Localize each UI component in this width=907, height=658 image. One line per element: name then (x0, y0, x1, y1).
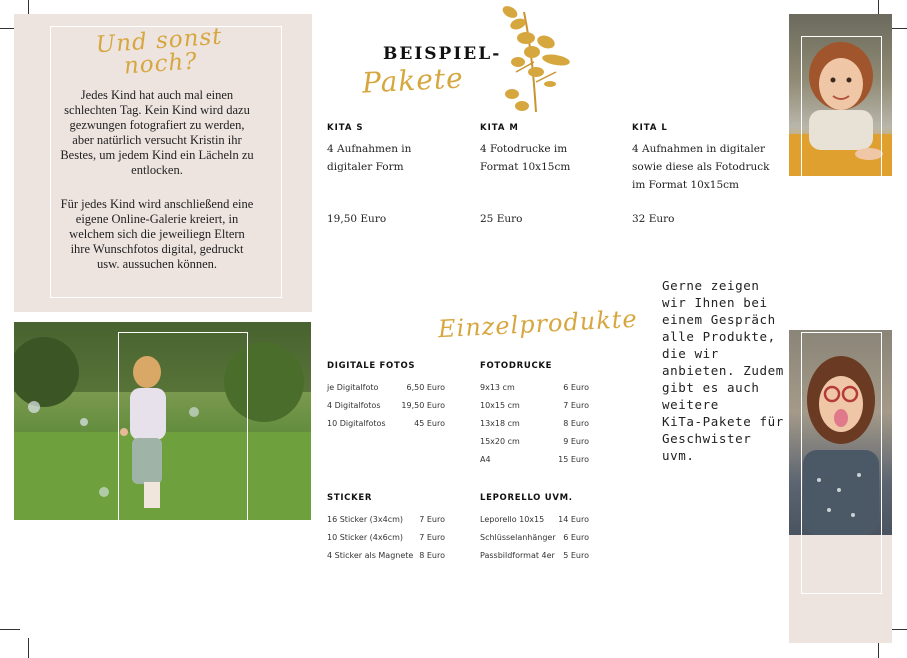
sticker-title: STICKER (327, 493, 373, 503)
row-item: A4 (480, 455, 491, 464)
photo-child-smiling (789, 14, 892, 176)
panel-paragraph-1: Jedes Kind hat auch mal einen schlechten Tag. Kein Kind wird dazu gezwungen fotografiert zu werden, aber natürlich versucht Kristin ihr Bestes, um jedem Kind ein Lächeln zu entlocken. (60, 88, 254, 177)
row-item: 9x13 cm (480, 383, 515, 392)
package-name: KITA L (632, 123, 668, 133)
crop-mark (28, 638, 29, 658)
price-row (480, 455, 589, 464)
package-price: 25 Euro (480, 213, 523, 225)
package-name: KITA M (480, 123, 519, 133)
row-price: 7 Euro (419, 533, 445, 542)
photo-frame (801, 332, 882, 594)
package-description: 4 Aufnahmen in digitaler Form (327, 143, 412, 173)
row-item: 10x15 cm (480, 401, 520, 410)
row-price: 15 Euro (558, 455, 589, 464)
price-row (480, 437, 589, 446)
digital-photos-title: DIGITALE FOTOS (327, 361, 416, 371)
row-item: 15x20 cm (480, 437, 520, 446)
package-description: 4 Aufnahmen in digitaler sowie diese als Fotodruck im Format 10x15cm (632, 143, 770, 191)
package-description: 4 Fotodrucke im Format 10x15cm (480, 143, 571, 173)
row-item: Passbildformat 4er (480, 551, 555, 560)
package-name: KITA S (327, 123, 364, 133)
price-row (327, 551, 445, 560)
row-item: 10 Sticker (4x6cm) (327, 533, 404, 542)
row-price: 6 Euro (563, 533, 589, 542)
packages-script-title: Pakete (361, 61, 465, 100)
row-price: 5 Euro (563, 551, 589, 560)
price-row (327, 533, 445, 542)
package-price: 19,50 Euro (327, 213, 387, 225)
price-row (480, 533, 589, 542)
price-row (480, 383, 589, 392)
photo-frame (118, 332, 248, 520)
crop-mark (0, 629, 20, 630)
panel-paragraph-2: Für jedes Kind wird anschließend eine eigene Online-Galerie kreiert, in welchem sich die jeweiliegn Eltern ihre Wunschfotos digital, gedruckt usw. aussuchen können. (60, 197, 254, 271)
row-item: 13x18 cm (480, 419, 520, 428)
row-item: Schlüsselanhänger (480, 533, 556, 542)
row-item: 16 Sticker (3x4cm) (327, 515, 404, 524)
row-price: 7 Euro (563, 401, 589, 410)
packages-title: BEISPIEL- (383, 44, 502, 64)
row-price: 9 Euro (563, 437, 589, 446)
row-price: 19,50 Euro (401, 401, 445, 410)
package-price: 32 Euro (632, 213, 675, 225)
row-price: 6 Euro (563, 383, 589, 392)
products-script-title: Einzelprodukte (437, 304, 639, 344)
leporello-title: LEPORELLO UVM. (480, 493, 573, 503)
side-note: Gerne zeigen wir Ihnen bei einem Gespräch alle Produkte, die wir anbieten. Zudem gibt es auch weitere KiTa-Pakete für Geschwister uvm. (662, 278, 784, 463)
price-row (480, 401, 589, 410)
row-price: 8 Euro (563, 419, 589, 428)
row-price: 6,50 Euro (406, 383, 445, 392)
row-price: 14 Euro (558, 515, 589, 524)
panel-heading: Und sonst noch? (95, 23, 224, 80)
row-item: je Digitalfoto (327, 383, 379, 392)
row-item: 4 Digitalfotos (327, 401, 381, 410)
price-row (327, 515, 445, 524)
photo-frame (801, 36, 882, 176)
row-price: 8 Euro (419, 551, 445, 560)
price-row (327, 419, 445, 428)
photo-child-garden (14, 322, 311, 520)
row-price: 45 Euro (414, 419, 445, 428)
row-price: 7 Euro (419, 515, 445, 524)
price-row (327, 383, 445, 392)
price-row (480, 515, 589, 524)
row-item: 4 Sticker als Magnete (327, 551, 414, 560)
leaf-decoration-icon (496, 2, 576, 114)
price-row (480, 419, 589, 428)
row-item: Leporello 10x15 (480, 515, 545, 524)
prints-title: FOTODRUCKE (480, 361, 553, 371)
price-row (480, 551, 589, 560)
row-item: 10 Digitalfotos (327, 419, 386, 428)
price-row (327, 401, 445, 410)
